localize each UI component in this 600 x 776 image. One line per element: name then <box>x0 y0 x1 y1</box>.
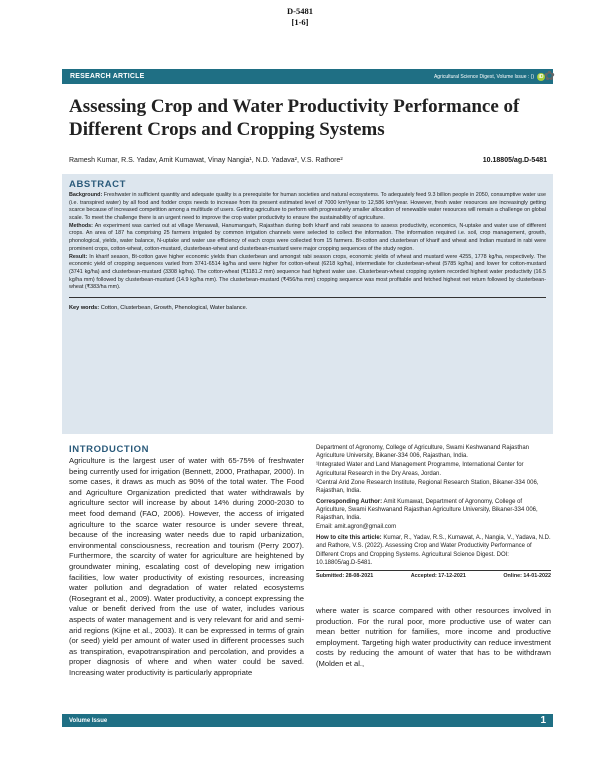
abstract-divider <box>69 297 546 298</box>
body-continuation: where water is scarce compared with other resources involved in production. For the rural poor, more productive use of water can mean better nutrition for families, more income and productive employment. Targeting high water productivity can reduce investment costs by reducing the amount of water that has to be withdrawn (Molden et al., <box>316 606 551 668</box>
background-text: Freshwater in sufficient quantity and adequate quality is a prerequisite for human societies and natural ecosystems. To adequately feed 9.3 billion people in 2050, consumptive water use (i.e. transpired water) by all food and fodder crops needs to increase from its present estimated level of 7000 km³/year to 12,586 km³/year. However, fresh water resources are increasingly getting scarce because of increased competition among a multitude of users. Getting agriculture to perform with progressively smaller allocation of renewable water resources will remain a challenge on global scale. To meet the challenge there is an urgent need to improve the crop water productivity to ensure the sustainability of agriculture. <box>69 192 547 221</box>
affiliation-block <box>316 444 551 579</box>
manuscript-code <box>0 6 600 28</box>
journal-seal-icon: ✿ <box>544 68 555 83</box>
affiliation-1: ¹Integrated Water and Land Management Programme, International Center for Agricultural Research in the Dry Areas, Jordan. <box>316 462 524 477</box>
citation-label: How to cite this article: <box>316 534 382 541</box>
citation <box>316 534 551 568</box>
abstract-box <box>62 174 553 434</box>
online-date: Online: 14-01-2022 <box>503 573 551 580</box>
page-footer <box>62 714 553 727</box>
article-title: Assessing Crop and Water Productivity Performance of Different Crops and Cropping Systems <box>69 96 520 140</box>
affiliation-2: ²Central Arid Zone Research Institute, Regional Research Station, Bikaner-334 006, Rajasthan, India. <box>316 479 539 495</box>
methods-label: Methods: <box>69 222 93 229</box>
corresponding-author <box>316 498 551 523</box>
corresponding-text: Amit Kumawat, Department of Agronomy, College of Agriculture, Swami Keshwanand Rajasthan Agriculture University, Bikaner-334 006, Rajasthan, India. <box>316 498 538 522</box>
submitted-date: Submitted: 28-08-2021 <box>316 573 374 580</box>
left-column <box>69 444 304 678</box>
result-label: Result: <box>69 253 88 260</box>
keywords-label: Key words: <box>69 304 100 311</box>
citation-text: Kumar, R., Yadav, R.S., Kumawat, A., Nangia, V., Yadava, N.D. and Rathore, V.S. (2022). Assessing Crop and Water Productivity Performance of Different Crops and Cropping Systems. Agricultural Science Digest. DOI: 10.18805/ag.D-5481. <box>316 534 551 567</box>
article-id: D-5481 <box>287 6 313 16</box>
page-range: [1-6] <box>291 17 309 27</box>
journal-name: Agricultural Science Digest, Volume Issue : () <box>433 73 534 80</box>
publication-dates <box>316 573 551 579</box>
introduction-heading: INTRODUCTION <box>69 444 150 455</box>
background-label: Background: <box>69 192 103 198</box>
article-type: RESEARCH ARTICLE <box>70 73 145 80</box>
affiliation-dept: Department of Agronomy, College of Agriculture, Swami Keshwanand Rajasthan Agriculture University, Bikaner-334 006, Rajasthan, India. <box>316 445 530 460</box>
accepted-date: Accepted: 17-12-2021 <box>410 573 466 580</box>
abstract-heading: ABSTRACT <box>69 179 127 190</box>
result-text: In kharif season, Bt-cotton gave higher economic yields than clusterbean and amongst rabi season crops, economic yields of wheat and mustard were 4255, 1778 kg/ha, respectively. The economic yield of cropping sequences varied from 3741-6514 kg/ha and were higher for cotton-wheat (6218 kg/ha), intermediate for clusterbean-wheat (5785 kg/ha) and lower for cotton-mustard (3741 kg/ha) and clusterbean-mustard (3308 kg/ha). The cotton-wheat (₹1181.2 mm) sequence had highest water use. Clusterbean-wheat cropping system recorded highest water productivity (16.5 kg/ha mm) followed by clusterbean-mustard (14.9 kg/ha mm). The clusterbean-mustard (₹456/ha mm) cropping sequence was most profitable and fetched highest net return followed by clusterbean-wheat (₹383/ha mm). <box>69 253 547 291</box>
right-column-text <box>316 606 551 670</box>
abstract-methods <box>69 223 546 253</box>
journal-info <box>434 73 545 81</box>
keywords <box>69 304 546 312</box>
orcid-icon[interactable]: iD <box>538 73 544 80</box>
abstract-result <box>69 254 546 292</box>
abstract-background <box>69 192 546 222</box>
doi-link[interactable]: 10.18805/ag.D-5481 <box>482 157 547 164</box>
dates-divider <box>316 570 551 571</box>
footer-volume: Volume Issue <box>69 717 108 724</box>
author-email[interactable]: Email: amit.agron@gmail.com <box>316 524 397 531</box>
journal-band <box>62 69 553 84</box>
author-list: Ramesh Kumar, R.S. Yadav, Amit Kumawat, Vinay Nangia¹, N.D. Yadava², V.S. Rathore² <box>69 157 343 164</box>
page-number: 1 <box>540 715 546 726</box>
methods-text: An experiment was carried out at village Menawali, Hanumangarh, Rajasthan during both kharif and rabi seasons to assess productivity, economics, N-uptake and water use of different crops. An area of 187 ha comprising 25 farmers irrigated by common irrigation channels were selected to collect the information. The information required i.e. soil, crop management, growth, phonological, yields, water balance, N-uptake and water use efficiency of each crops were collected from 15 farmers. Bt-cotton and clusterbean of kharif and wheat and Indian mustard in rabi were prominent crops, cotton-wheat, cotton-mustard, clusterbean-wheat and clusterbean-mustard were major cropping sequences of the study region. <box>69 222 546 252</box>
introduction-text: Agriculture is the largest user of water with 65-75% of freshwater being currently used for irrigation (Bennett, 2000, Prathapar, 2000). In some cases, it draws as much as 90% of the total water. The Food and Agriculture Organization predicted that water withdrawals by agriculture sector will increase by about 14% during 2000-2030 to meet food demand (FAO, 2006). However, the access of irrigated agriculture to the scarce water resource is under severe threat, because of the increasing water needs due to rapid urbanization, environmental consciousness, recreation and tourism (Perry 2007). Furthermore, the scarcity of water for agriculture are heightened by groundwater mining, escalating cost of developing new irrigation facilities, low water productivity of existing resources, increasing water pollution and degradation of water related ecosystems (Rosegrant et al., 2009). Water productivity, a concept expressing the value or benefit derived from the use of water, includes various aspects of water management and is very relevant for arid and semi-arid regions (Kijne et al., 2003). It can be expressed in terms of grain (or seed) yield per amount of water used in different processes such as transpiration, evapotranspiration and percolation, and provides a proper diagnosis of where and when water could be saved. Increasing water productivity is particularly appropriate <box>69 456 304 677</box>
keywords-text: Cotton, Clusterbean, Growth, Phenological, Water balance. <box>100 304 248 311</box>
corresponding-label: Corresponding Author: <box>316 498 383 505</box>
